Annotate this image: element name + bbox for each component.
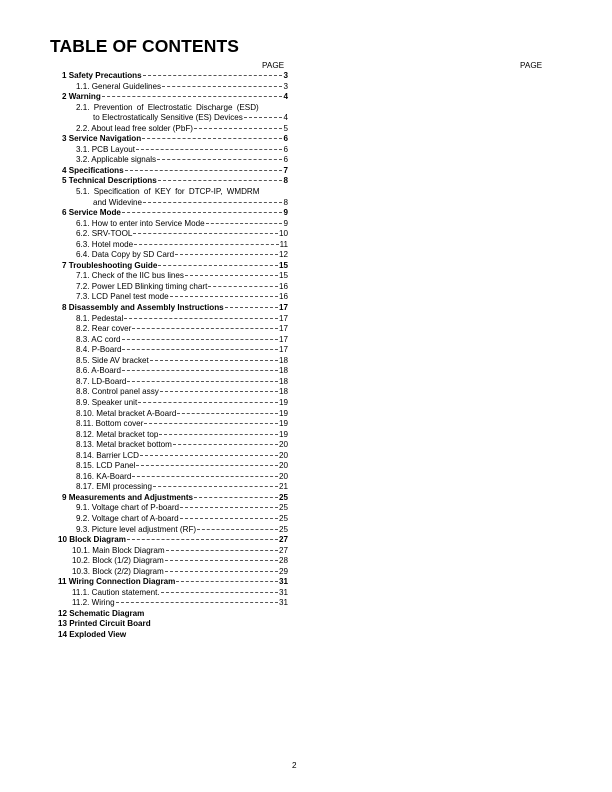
toc-entry-title: 8.9. Speaker unit xyxy=(76,397,138,407)
toc-entry-title: 10 Block Diagram xyxy=(58,535,126,545)
toc-entry[interactable] xyxy=(0,440,612,451)
toc-entry-title: 8.17. EMI processing xyxy=(76,482,153,492)
toc-leader-dots xyxy=(132,476,278,477)
toc-leader-dots xyxy=(173,444,278,445)
toc-entry-title: 1 Safety Precautions xyxy=(62,71,142,80)
toc-entry-page: 20 xyxy=(278,461,288,471)
toc-leader-dots xyxy=(197,529,278,530)
toc-entry[interactable] xyxy=(0,314,612,325)
toc-entry-page: 7 xyxy=(283,165,288,175)
toc-entry-title: 9.3. Picture level adjustment (RF) xyxy=(76,524,197,534)
toc-leader-dots xyxy=(140,455,278,456)
toc-entry-page: 15 xyxy=(278,260,288,270)
toc-leader-dots xyxy=(158,265,278,266)
toc-leader-dots xyxy=(102,96,283,97)
toc-entry[interactable] xyxy=(0,630,612,641)
toc-entry-page: 27 xyxy=(278,535,288,545)
toc-leader-dots xyxy=(153,486,278,487)
toc-entry-page: 12 xyxy=(278,250,288,260)
toc-entry-page: 17 xyxy=(278,334,288,344)
toc-leader-dots xyxy=(132,328,278,329)
toc-entry-title: 7 Troubleshooting Guide xyxy=(62,260,158,270)
toc-title: TABLE OF CONTENTS xyxy=(50,36,240,56)
toc-entry[interactable] xyxy=(0,113,612,124)
page-column-header-left: PAGE xyxy=(262,61,285,70)
toc-entry-page: 20 xyxy=(278,450,288,460)
toc-entry-title: 7.2. Power LED Blinking timing chart xyxy=(76,281,208,291)
toc-entry-page: 20 xyxy=(278,440,288,450)
toc-leader-dots xyxy=(134,244,278,245)
toc-entry-title: 8.7. LD-Board xyxy=(76,376,127,386)
toc-entry[interactable] xyxy=(0,261,612,272)
toc-leader-dots xyxy=(177,413,278,414)
toc-entry[interactable] xyxy=(0,409,612,420)
toc-entry-page: 19 xyxy=(278,397,288,407)
toc-entry-title: 8.6. A-Board xyxy=(76,366,121,376)
toc-leader-dots xyxy=(206,223,283,224)
toc-entry-page: 18 xyxy=(278,366,288,376)
toc-leader-dots xyxy=(142,138,282,139)
toc-entry-title: 2.2. About lead free solder (PbF) xyxy=(76,123,193,133)
toc-entry-title: 6.2. SRV-TOOL xyxy=(76,229,133,239)
toc-entry-title: 8 Disassembly and Assembly Instructions xyxy=(62,303,224,313)
toc-entry[interactable] xyxy=(0,282,612,293)
toc-entry[interactable] xyxy=(0,493,612,504)
toc-entry-page: 10 xyxy=(278,229,288,239)
toc-entry-title: 13 Printed Circuit Board xyxy=(58,619,151,629)
toc-entry[interactable] xyxy=(0,103,612,114)
toc-leader-dots xyxy=(122,349,278,350)
toc-entry-title: 8.10. Metal bracket A-Board xyxy=(76,408,177,418)
toc-leader-dots xyxy=(116,602,278,603)
toc-leader-dots xyxy=(185,275,278,276)
toc-leader-dots xyxy=(160,391,278,392)
toc-entry-page: 25 xyxy=(278,524,288,534)
toc-entry-title: and Widevine xyxy=(93,197,143,207)
toc-entry[interactable] xyxy=(0,198,612,209)
toc-entry-page: 29 xyxy=(278,566,288,576)
toc-entry[interactable] xyxy=(0,556,612,567)
toc-entry-page: 17 xyxy=(278,345,288,355)
toc-entry-title: 9.2. Voltage chart of A-board xyxy=(76,513,179,523)
toc-entry-page: 25 xyxy=(278,492,288,502)
toc-leader-dots xyxy=(143,75,283,76)
toc-entry[interactable] xyxy=(0,366,612,377)
toc-entry-page: 5 xyxy=(283,123,288,133)
toc-leader-dots xyxy=(122,339,278,340)
toc-entry-title: 7.3. LCD Panel test mode xyxy=(76,292,169,302)
toc-leader-dots xyxy=(166,550,278,551)
page-column-header-right: PAGE xyxy=(520,61,543,70)
toc-entry[interactable] xyxy=(0,577,612,588)
toc-entry[interactable] xyxy=(0,208,612,219)
toc-leader-dots xyxy=(225,307,278,308)
toc-entry[interactable] xyxy=(0,124,612,135)
toc-entry-title: 9.1. Voltage chart of P-board xyxy=(76,503,180,513)
toc-entry[interactable] xyxy=(0,166,612,177)
toc-leader-dots xyxy=(176,581,278,582)
toc-leader-dots xyxy=(208,286,278,287)
toc-entry[interactable] xyxy=(0,419,612,430)
toc-entry-page: 17 xyxy=(278,313,288,323)
toc-entry-title: 6.4. Data Copy by SD Card xyxy=(76,250,175,260)
toc-entry-page: 9 xyxy=(283,218,288,228)
toc-entry-page: 8 xyxy=(283,176,288,186)
toc-entry[interactable] xyxy=(0,176,612,187)
toc-leader-dots xyxy=(125,170,283,171)
toc-entry[interactable] xyxy=(0,546,612,557)
toc-entry[interactable] xyxy=(0,229,612,240)
toc-entry[interactable] xyxy=(0,430,612,441)
toc-entry[interactable] xyxy=(0,92,612,103)
toc-entry-title: 9 Measurements and Adjustments xyxy=(62,492,194,502)
toc-entry-page: 19 xyxy=(278,408,288,418)
toc-entry-title: 8.8. Control panel assy xyxy=(76,387,159,397)
toc-entry[interactable] xyxy=(0,219,612,230)
toc-entry-title: 11 Wiring Connection Diagram xyxy=(58,577,176,587)
toc-entry-page: 31 xyxy=(278,598,288,608)
toc-leader-dots xyxy=(122,212,283,213)
toc-leader-dots xyxy=(180,518,278,519)
toc-list xyxy=(0,71,612,641)
toc-entry[interactable] xyxy=(0,472,612,483)
toc-leader-dots xyxy=(133,233,278,234)
toc-leader-dots xyxy=(180,507,278,508)
toc-entry-page: 21 xyxy=(278,482,288,492)
toc-leader-dots xyxy=(165,560,278,561)
toc-entry-page: 8 xyxy=(283,197,288,207)
toc-entry-page: 19 xyxy=(278,419,288,429)
toc-entry-page: 28 xyxy=(278,556,288,566)
toc-entry[interactable] xyxy=(0,155,612,166)
toc-leader-dots xyxy=(150,360,278,361)
toc-entry-page: 4 xyxy=(283,92,288,102)
toc-leader-dots xyxy=(157,159,282,160)
toc-entry-page: 17 xyxy=(278,303,288,313)
toc-leader-dots xyxy=(158,180,283,181)
toc-entry-page: 4 xyxy=(283,113,288,123)
toc-entry-page: 16 xyxy=(278,281,288,291)
toc-entry-page: 15 xyxy=(278,271,288,281)
toc-leader-dots xyxy=(124,318,278,319)
toc-entry-title: 6.3. Hotel mode xyxy=(76,239,134,249)
toc-leader-dots xyxy=(138,402,278,403)
toc-entry-page: 6 xyxy=(283,134,288,144)
toc-entry[interactable] xyxy=(0,503,612,514)
toc-entry[interactable] xyxy=(0,187,612,198)
toc-entry-title: 11.2. Wiring xyxy=(72,598,115,608)
toc-entry-page: 20 xyxy=(278,471,288,481)
toc-entry[interactable] xyxy=(0,271,612,282)
toc-entry-page: 3 xyxy=(283,71,288,80)
toc-entry[interactable] xyxy=(0,619,612,630)
toc-entry-title: 3.2. Applicable signals xyxy=(76,155,157,165)
toc-entry-title: 10.2. Block (1/2) Diagram xyxy=(72,556,164,566)
toc-entry-title: 8.14. Barrier LCD xyxy=(76,450,139,460)
toc-entry-title: 5 Technical Descriptions xyxy=(62,176,157,186)
toc-entry[interactable] xyxy=(0,398,612,409)
toc-entry[interactable] xyxy=(0,82,612,93)
toc-entry[interactable] xyxy=(0,451,612,462)
toc-entry-title: 7.1. Check of the IIC bus lines xyxy=(76,271,184,281)
toc-entry-title: 8.16. KA-Board xyxy=(76,471,132,481)
toc-entry[interactable] xyxy=(0,71,612,82)
toc-entry-title: 10.1. Main Block Diagram xyxy=(72,545,165,555)
toc-leader-dots xyxy=(127,381,278,382)
toc-leader-dots xyxy=(194,128,283,129)
toc-entry-page: 3 xyxy=(283,81,288,91)
toc-leader-dots xyxy=(136,149,283,150)
toc-leader-dots xyxy=(244,117,283,118)
toc-leader-dots xyxy=(144,423,278,424)
toc-entry-title: 8.1. Pedestal xyxy=(76,313,124,323)
toc-entry-title: 8.12. Metal bracket top xyxy=(76,429,159,439)
toc-entry-title: 11.1. Caution statement. xyxy=(72,587,160,597)
toc-entry-page: 27 xyxy=(278,545,288,555)
toc-entry[interactable] xyxy=(0,292,612,303)
toc-entry[interactable] xyxy=(0,535,612,546)
toc-leader-dots xyxy=(159,434,278,435)
toc-entry-title: 4 Specifications xyxy=(62,165,124,175)
toc-entry[interactable] xyxy=(0,335,612,346)
toc-entry-title: 2.1. Prevention of Electrostatic Discharge (ESD) xyxy=(76,102,259,112)
toc-entry-title: 6.1. How to enter into Service Mode xyxy=(76,218,205,228)
toc-entry-title: 6 Service Mode xyxy=(62,208,121,218)
toc-leader-dots xyxy=(162,86,282,87)
toc-leader-dots xyxy=(127,539,278,540)
toc-entry-title: 2 Warning xyxy=(62,92,101,102)
toc-entry[interactable] xyxy=(0,588,612,599)
toc-entry[interactable] xyxy=(0,514,612,525)
toc-entry-title: 12 Schematic Diagram xyxy=(58,608,145,618)
toc-entry[interactable] xyxy=(0,387,612,398)
toc-entry[interactable] xyxy=(0,567,612,578)
toc-entry-title: 8.11. Bottom cover xyxy=(76,419,144,429)
toc-entry-title: 3.1. PCB Layout xyxy=(76,144,135,154)
toc-entry-title: 10.3. Block (2/2) Diagram xyxy=(72,566,164,576)
toc-leader-dots xyxy=(161,592,278,593)
toc-leader-dots xyxy=(175,254,278,255)
toc-leader-dots xyxy=(170,296,278,297)
toc-entry-page: 31 xyxy=(278,577,288,587)
toc-entry-page: 6 xyxy=(283,144,288,154)
toc-leader-dots xyxy=(143,202,282,203)
toc-entry-title: 8.13. Metal bracket bottom xyxy=(76,440,172,450)
toc-entry[interactable] xyxy=(0,240,612,251)
toc-entry[interactable] xyxy=(0,609,612,620)
toc-entry-title: 3 Service Navigation xyxy=(62,134,142,144)
toc-entry-page: 18 xyxy=(278,387,288,397)
toc-entry[interactable] xyxy=(0,134,612,145)
toc-entry[interactable] xyxy=(0,250,612,261)
toc-entry-page: 16 xyxy=(278,292,288,302)
toc-entry-page: 11 xyxy=(279,239,288,249)
toc-entry[interactable] xyxy=(0,525,612,536)
toc-entry-title: 8.5. Side AV bracket xyxy=(76,355,149,365)
toc-entry-title: 8.4. P-Board xyxy=(76,345,122,355)
toc-entry-page: 6 xyxy=(283,155,288,165)
toc-entry-page: 19 xyxy=(278,429,288,439)
toc-entry[interactable] xyxy=(0,303,612,314)
toc-entry-page: 17 xyxy=(278,324,288,334)
toc-entry-title: 5.1. Specification of KEY for DTCP-IP, WMDRM xyxy=(76,187,260,197)
toc-entry[interactable] xyxy=(0,345,612,356)
page-number: 2 xyxy=(292,761,297,770)
toc-entry-title: 8.15. LCD Panel xyxy=(76,461,136,471)
toc-entry[interactable] xyxy=(0,145,612,156)
toc-entry-page: 18 xyxy=(278,355,288,365)
toc-entry-page: 18 xyxy=(278,376,288,386)
toc-entry[interactable] xyxy=(0,377,612,388)
toc-entry-page: 31 xyxy=(278,587,288,597)
toc-entry-title: 1.1. General Guidelines xyxy=(76,81,162,91)
toc-entry[interactable] xyxy=(0,598,612,609)
toc-entry[interactable] xyxy=(0,482,612,493)
toc-leader-dots xyxy=(165,571,278,572)
toc-leader-dots xyxy=(136,465,278,466)
toc-entry[interactable] xyxy=(0,324,612,335)
toc-entry-page: 25 xyxy=(278,513,288,523)
toc-entry-page: 25 xyxy=(278,503,288,513)
toc-entry[interactable] xyxy=(0,356,612,367)
toc-entry-title: 8.2. Rear cover xyxy=(76,324,132,334)
toc-entry-title: 14 Exploded View xyxy=(58,629,127,639)
toc-entry-title: 8.3. AC cord xyxy=(76,334,121,344)
toc-entry-title: to Electrostatically Sensitive (ES) Devices xyxy=(93,113,243,123)
toc-entry[interactable] xyxy=(0,461,612,472)
toc-leader-dots xyxy=(122,370,278,371)
toc-entry-page: 9 xyxy=(283,208,288,218)
toc-leader-dots xyxy=(194,497,278,498)
